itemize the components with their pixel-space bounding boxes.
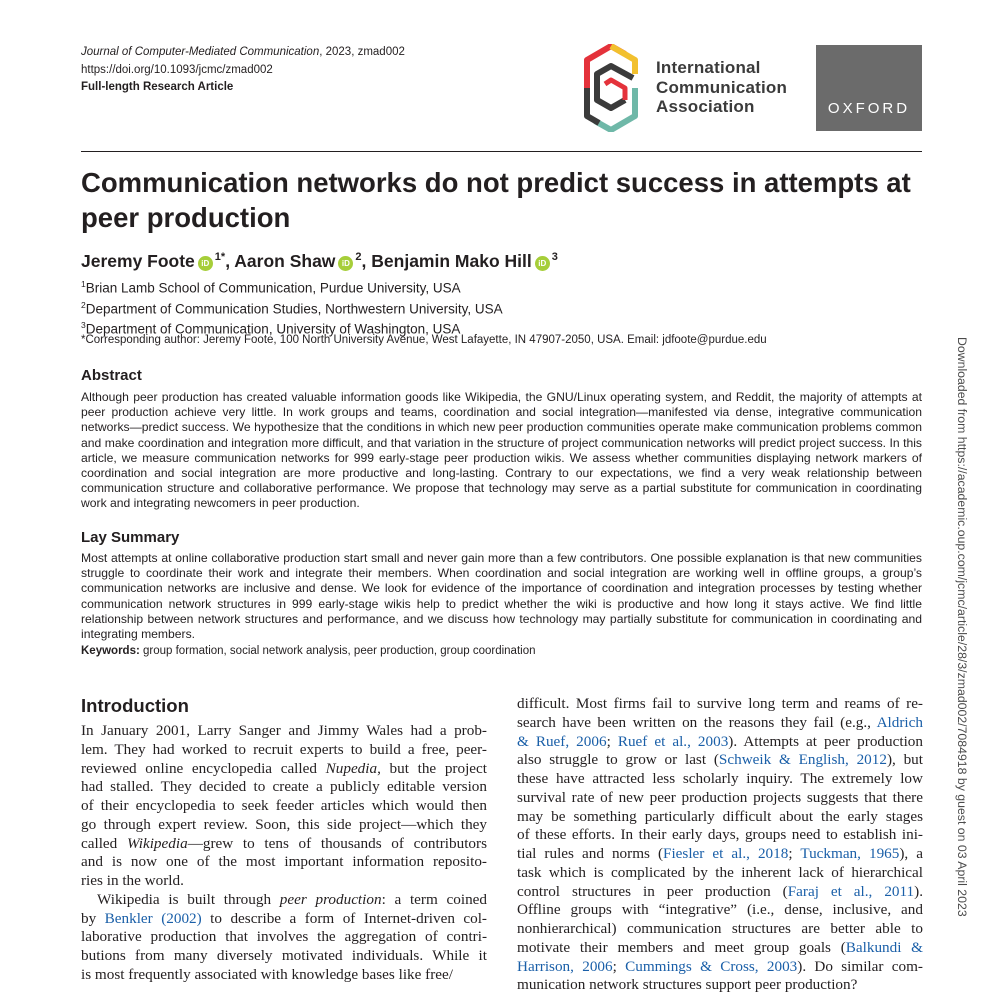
author-affil-marker: 1*	[214, 251, 226, 263]
journal-name: Journal of Computer-Mediated Communication	[81, 46, 320, 58]
text-line	[81, 947, 487, 966]
journal-metadata	[81, 44, 405, 97]
orcid-icon[interactable]: iD	[338, 256, 353, 271]
text-line	[517, 920, 923, 939]
text-run: : a term coined	[381, 890, 487, 908]
affil-text: Department of Communication Studies, Northwestern University, USA	[85, 301, 503, 316]
text-line	[81, 760, 487, 779]
text-run: Offline groups with “integrative” (i.e., dense, inclusive, and	[517, 901, 923, 919]
header-divider	[81, 151, 922, 152]
article-type: Full-length Research Article	[81, 81, 234, 93]
download-watermark: Downloaded from https://academic.oup.com/jcmc/article/28/3/zmad002/7084918 by guest on 03 April 2023	[955, 337, 969, 917]
text-line	[517, 939, 923, 958]
keywords-label: Keywords:	[81, 645, 140, 657]
author-name: Jeremy Foote	[81, 250, 195, 271]
text-line	[517, 695, 923, 714]
text-run: these have attracted less scholarly inquiry. The extremely low	[517, 770, 923, 787]
text-run: and is now one of the most important information reposito-	[81, 853, 487, 871]
text-line	[81, 928, 487, 947]
lay-summary-heading: Lay Summary	[81, 529, 180, 546]
ica-name-line: International	[656, 58, 761, 77]
text-run: task which is complicated by the inherent lack of hierarchical	[517, 863, 923, 881]
text-run: In January 2001, Larry Sanger and Jimmy Wales had a prob-	[81, 722, 487, 739]
lay-summary-text: Most attempts at online collaborative production start small and never gain more than a few contributors. One possible explanation is that new communities struggle to coordinate their work and integrate their members. When coordination and social integration are working well in offline groups, a group’s communication networks are inclusive and dense. We look for evidence of the importance of coordination and integration processes by testing whether communication network structures in 999 early-stage wikis help to predict whether the wiki is productive and how long it stays active. We find little relationship between network structures and performance, and we discuss how technology may partially substitute for communication in coordinating and integrating members.	[81, 551, 922, 642]
citation-link[interactable]: Balkundi &	[845, 938, 923, 956]
text-run: control structures in peer production (	[517, 882, 788, 900]
orcid-icon[interactable]: iD	[198, 256, 213, 271]
citation-link[interactable]: Harrison, 2006	[517, 957, 613, 975]
text-run: to describe a form of Internet-driven col-	[201, 909, 487, 927]
text-line	[81, 722, 487, 741]
affil-text: Department of Communication, University of Washington, USA	[85, 321, 461, 337]
text-run: tial rules and norms (	[517, 845, 664, 862]
text-line	[517, 883, 923, 902]
affil-marker: 2	[81, 299, 86, 310]
text-run: survival rate of new peer production projects suggests that there	[517, 788, 923, 806]
text-line	[81, 816, 487, 835]
citation-link[interactable]: Ruef et al., 2003	[617, 732, 729, 750]
text-run: ). Attempts at peer production	[728, 732, 923, 750]
text-run: laborative production that involves the aggregation of contri-	[81, 928, 487, 946]
keywords	[81, 645, 536, 657]
ica-name	[656, 58, 787, 117]
citation-link[interactable]: Schweik & English, 2012	[718, 751, 887, 769]
text-line	[517, 808, 923, 827]
citation-link[interactable]: Faraj et al., 2011	[787, 882, 915, 900]
text-line	[517, 901, 923, 920]
doi-link[interactable]: https://doi.org/10.1093/jcmc/zmad002	[81, 63, 273, 76]
introduction-heading: Introduction	[81, 695, 189, 716]
text-run: had stalled. They decided to create a publicly editable version	[81, 778, 487, 796]
citation-link[interactable]: Benkler (2002)	[104, 909, 202, 927]
author-name: Aaron Shaw	[234, 250, 336, 271]
text-run: may be something particularly difficult about the early stages	[517, 807, 923, 825]
text-run: , but the project	[377, 759, 487, 777]
text-run: ries in the world.	[81, 872, 184, 889]
citation-link[interactable]: Tuckman, 1965	[800, 845, 900, 862]
text-line	[81, 966, 487, 985]
affil-marker: 3	[81, 320, 86, 330]
text-run: difficult. Most firms fail to survive long term and reams of re-	[517, 695, 923, 712]
text-line	[81, 797, 487, 816]
affiliation	[81, 276, 503, 297]
text-run: of these efforts. In their early days, groups need to establish ini-	[517, 826, 923, 844]
text-line	[81, 872, 487, 891]
text-run: motivate their members and meet group goals (	[517, 938, 846, 956]
text-run: ;	[788, 845, 801, 862]
author-affil-marker: 2	[355, 251, 362, 263]
citation-link[interactable]: Fiesler et al., 2018	[663, 845, 789, 862]
text-run: munication network structures support peer production?	[517, 976, 858, 994]
ica-name-line: Communication	[656, 77, 788, 97]
text-line	[517, 864, 923, 883]
text-line	[517, 976, 923, 995]
author-name: Benjamin Mako Hill	[371, 250, 532, 271]
corresponding-author: *Corresponding author: Jeremy Foote, 100 North University Avenue, West Lafayette, IN 47907-2050, USA. Email: jdfoote@purdue.edu	[81, 334, 767, 346]
text-run: called	[81, 834, 127, 852]
citation-link[interactable]: & Ruef, 2006	[517, 732, 607, 750]
text-line	[517, 826, 923, 845]
text-line	[81, 891, 487, 910]
affiliation	[81, 297, 503, 318]
intro-column-left	[81, 722, 487, 985]
affil-marker: 1	[81, 279, 86, 289]
text-line	[81, 741, 487, 760]
text-line	[81, 853, 487, 872]
ica-logo-icon	[583, 44, 639, 132]
text-line	[81, 778, 487, 797]
text-run: ).	[914, 882, 923, 900]
ica-name-line: Association	[656, 97, 755, 116]
text-run: go through expert review. Soon, this side project—which they	[81, 815, 487, 833]
text-run: —grew to tens of thousands of contributors	[187, 834, 487, 852]
publisher-name: OXFORD	[827, 100, 911, 117]
text-run: of their encyclopedia to seek feeder articles which would then	[81, 797, 487, 814]
abstract-heading: Abstract	[81, 367, 142, 384]
text-line	[517, 751, 923, 770]
oxford-logo	[816, 45, 922, 131]
text-run: nonhierarchical) communication structures are better able to	[517, 920, 923, 937]
text-line	[517, 714, 923, 733]
text-run: Wikipedia is built through	[97, 890, 280, 908]
affil-text: Brian Lamb School of Communication, Purdue University, USA	[85, 280, 461, 296]
text-run: reviewed online encyclopedia called	[81, 759, 326, 777]
text-run: ), a	[899, 845, 923, 862]
affiliations	[81, 276, 503, 338]
text-run: search have been written on the reasons they fail (e.g.,	[517, 713, 877, 731]
emphasized-text: Wikipedia	[126, 834, 188, 852]
text-run: ). Do similar com-	[797, 957, 923, 975]
text-line	[517, 770, 923, 789]
abstract-text: Although peer production has created valuable information goods like Wikipedia, the GNU/Linux operating system, and Reddit, the majority of attempts at peer production achieve very little. In work groups and teams, coordination and social integration—manifested via dense, integrative communication networks—predict success. We hypothesize that the conditions in which new peer production communities operate make communication problems common and make coordination and integration more difficult, and that variation in the structure of project communication networks will predict project success. In this article, we measure communication networks for 999 early-stage peer production wikis. We assess whether communities displaying network markers of coordination and social integration are more productive and long-lasting. Contrary to our expectations, we find a very weak relationship between communication structure and collaborative performance. We propose that technology may serve as a partial substitute for communication in coordinating work and integrating newcomers in peer production.	[81, 390, 922, 511]
citation-link[interactable]: Aldrich	[876, 713, 923, 731]
author-affil-marker: 3	[551, 251, 558, 263]
orcid-icon[interactable]: iD	[535, 256, 550, 271]
text-run: lem. They had worked to recruit experts to build a free, peer-	[81, 740, 487, 758]
author-list: Jeremy Foote $iD^{1*}$, Aaron Shaw $iD^2$, Benjamin Mako Hill $iD^3$	[81, 250, 558, 271]
text-run: ;	[612, 957, 626, 975]
text-run: is most frequently associated with knowledge bases like free/	[81, 965, 453, 983]
text-run: butions from many diversely motivated individuals. While it	[81, 947, 487, 964]
emphasized-text: peer production	[279, 890, 382, 908]
journal-details: , 2023, zmad002	[319, 46, 405, 58]
keywords-text: group formation, social network analysis, peer production, group coordination	[139, 645, 536, 657]
article-title: Communication networks do not predict success in attempts at peer production	[81, 167, 911, 233]
text-line	[517, 733, 923, 752]
text-run: ), but	[886, 751, 923, 769]
text-line	[517, 789, 923, 808]
citation-link[interactable]: Cummings & Cross, 2003	[625, 957, 798, 975]
text-line	[81, 910, 487, 929]
text-run: by	[81, 909, 105, 927]
text-line	[517, 845, 923, 864]
text-run: also struggle to grow or last (	[517, 751, 719, 769]
text-run: ;	[606, 732, 618, 750]
intro-column-right	[517, 695, 923, 995]
text-line	[517, 958, 923, 977]
emphasized-text: Nupedia	[325, 759, 378, 777]
text-line	[81, 835, 487, 854]
